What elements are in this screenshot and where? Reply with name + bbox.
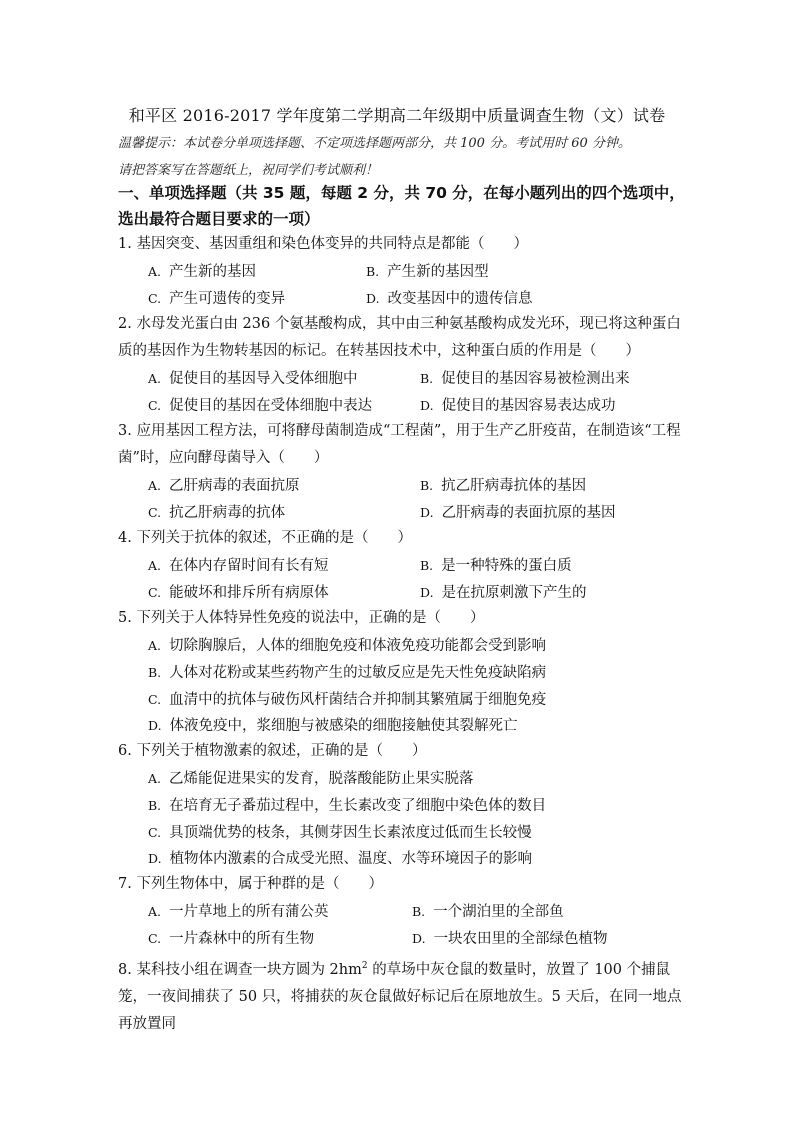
question-6-option-a: A. 乙烯能促进果实的发育，脱落酸能防止果实脱落 <box>148 771 474 787</box>
question-2-option-c: C. 促使目的基因在受体细胞中表达 <box>148 398 373 414</box>
question-4-option-d: D. 是在抗原刺激下产生的 <box>420 585 587 601</box>
question-3-option-c: C. 抗乙肝病毒的抗体 <box>148 505 286 521</box>
question-6-option-d: D. 植物体内激素的合成受光照、温度、水等环境因子的影响 <box>148 851 533 867</box>
question-5-option-a: A. 切除胸腺后，人体的细胞免疫和体液免疫功能都会受到影响 <box>148 638 547 654</box>
question-3-stem: 3. 应用基因工程方法，可将酵母菌制造成“工程菌”，用于生产乙肝疫苗，在制造该“工程菌”时，应向酵母菌导入（ ） <box>118 423 681 466</box>
question-1-stem: 1. 基因突变、基因重组和染色体变异的共同特点是都能（ ） <box>118 236 528 252</box>
question-5-option-d: D. 体液免疫中，浆细胞与被感染的细胞接触使其裂解死亡 <box>148 718 518 734</box>
tip-line-1: 温馨提示：本试卷分单项选择题、不定项选择题两部分，共 100 分。考试用时 60 分钟。 <box>118 136 631 151</box>
question-3-option-b: B. 抗乙肝病毒抗体的基因 <box>420 478 587 494</box>
section-heading: 一、单项选择题（共 35 题，每题 2 分，共 70 分，在每小题列出的四个选项中，选出最符合题目要求的一项） <box>118 184 685 228</box>
question-6-option-c: C. 具顶端优势的枝条，其侧芽因生长素浓度过低而生长较慢 <box>148 825 532 841</box>
question-4-stem: 4. 下列关于抗体的叙述，不正确的是（ ） <box>118 530 412 546</box>
question-7-option-a: A. 一片草地上的所有蒲公英 <box>148 904 329 920</box>
question-6-stem: 6. 下列关于植物激素的叙述，正确的是（ ） <box>118 743 427 759</box>
question-2-option-d: D. 促使目的基因容易表达成功 <box>420 398 616 414</box>
question-7-option-d: D. 一块农田里的全部绿色植物 <box>412 931 608 947</box>
question-7-option-b: B. 一个湖泊里的全部鱼 <box>412 904 564 920</box>
question-1-option-b: B. 产生新的基因型 <box>366 264 489 280</box>
question-7-stem: 7. 下列生物体中，属于种群的是（ ） <box>118 876 383 892</box>
question-8-stem: 8. 某科技小组在调查一块方圆为 $2hm^2$ 的草场中灰仓鼠的数量时，放置了 100 个捕鼠笼，一夜间捕获了 50 只，将捕获的灰仓鼠做好标记后在原地放生。5 天后，在同一地点再放置同 <box>118 961 682 1032</box>
question-7-option-c: C. 一片森林中的所有生物 <box>148 931 315 947</box>
question-3-option-d: D. 乙肝病毒的表面抗原的基因 <box>420 505 616 521</box>
question-5-option-b: B. 人体对花粉或某些药物产生的过敏反应是先天性免疫缺陷病 <box>148 665 547 681</box>
question-1-option-c: C. 产生可遗传的变异 <box>148 291 286 307</box>
question-4-option-a: A. 在体内存留时间有长有短 <box>148 558 329 574</box>
question-3-option-a: A. 乙肝病毒的表面抗原 <box>148 478 300 494</box>
question-4-option-b: B. 是一种特殊的蛋白质 <box>420 558 572 574</box>
tip-line-2: 请把答案写在答题纸上，祝同学们考试顺利！ <box>118 163 379 178</box>
question-2-option-b: B. 促使目的基因容易被检测出来 <box>420 371 630 387</box>
question-1-option-a: A. 产生新的基因 <box>148 264 257 280</box>
question-2-stem: 2. 水母发光蛋白由 236 个氨基酸构成，其中由三种氨基酸构成发光环，现已将这种蛋白质的基因作为生物转基因的标记。在转基因技术中，这种蛋白质的作用是（ ） <box>118 316 681 359</box>
question-1-option-d: D. 改变基因中的遗传信息 <box>366 291 533 307</box>
exam-title: 和平区 2016-2017 学年度第二学期高二年级期中质量调查生物（文）试卷 <box>128 106 666 125</box>
question-6-option-b: B. 在培育无子番茄过程中，生长素改变了细胞中染色体的数目 <box>148 798 547 814</box>
question-5-option-c: C. 血清中的抗体与破伤风杆菌结合并抑制其繁殖属于细胞免疫 <box>148 692 547 708</box>
question-5-stem: 5. 下列关于人体特异性免疫的说法中，正确的是（ ） <box>118 610 485 626</box>
question-2-option-a: A. 促使目的基因导入受体细胞中 <box>148 371 358 387</box>
question-4-option-c: C. 能破坏和排斥所有病原体 <box>148 585 329 601</box>
